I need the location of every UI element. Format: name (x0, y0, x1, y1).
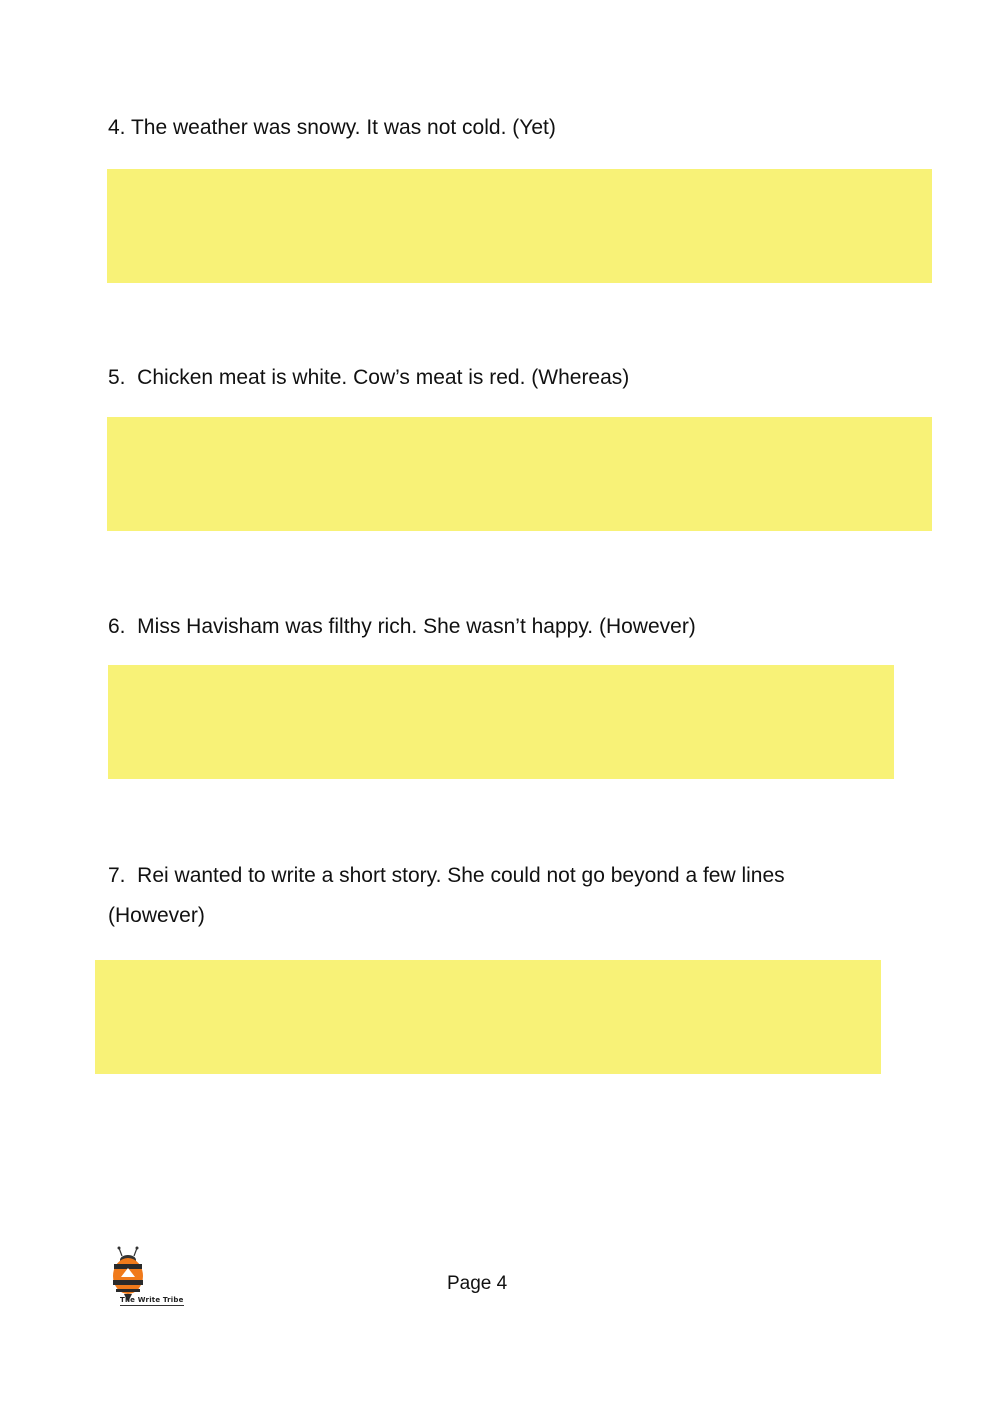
question-7: 7. Rei wanted to write a short story. She could not go beyond a few lines (However) (108, 864, 785, 927)
answer-box-5[interactable] (107, 417, 932, 531)
answer-box-6[interactable] (108, 665, 894, 779)
question-5: 5. Chicken meat is white. Cow’s meat is red. (Whereas) (108, 366, 630, 389)
page-number: Page 4 (447, 1273, 508, 1294)
answer-box-4[interactable] (107, 169, 932, 283)
question-6: 6. Miss Havisham was filthy rich. She wasn’t happy. (However) (108, 615, 696, 638)
answer-box-7[interactable] (95, 960, 881, 1074)
question-4: 4. The weather was snowy. It was not cold. (Yet) (108, 116, 556, 139)
logo-text: The Write Tribe (120, 1296, 184, 1304)
